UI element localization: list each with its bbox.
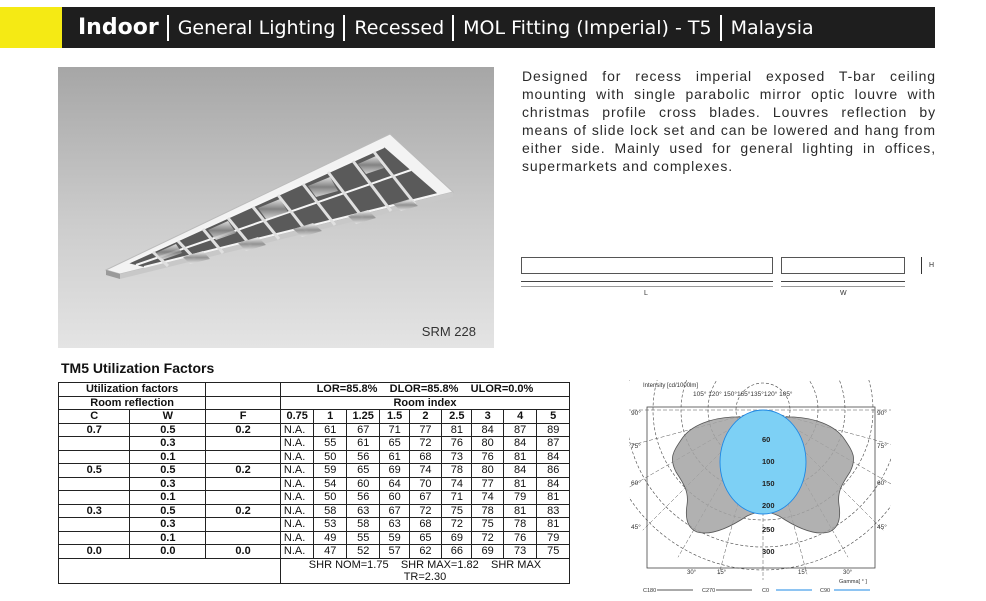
utilization-value-cell: 72 xyxy=(472,531,503,545)
table-row xyxy=(59,491,570,505)
utilization-value-cell: 59 xyxy=(380,531,409,545)
utilization-value-cell: 75 xyxy=(537,545,570,559)
bottom-angle-15-right: 15° xyxy=(798,570,808,576)
room-reflection-label: Room reflection xyxy=(59,396,206,410)
reflection-f-cell xyxy=(206,518,281,532)
util-factors-label: Utilization factors xyxy=(59,383,206,397)
utilization-value-cell: N.A. xyxy=(280,491,314,505)
utilization-value-cell: 58 xyxy=(314,504,346,518)
utilization-value-cell: N.A. xyxy=(280,518,314,532)
utilization-value-cell: 65 xyxy=(346,464,380,478)
reflection-f-cell xyxy=(206,491,281,505)
top-angle-labels: 105° 120° 150°165°135°120° 105° xyxy=(693,391,793,398)
utilization-value-cell: 78 xyxy=(442,464,472,478)
utilization-value-cell: 79 xyxy=(503,491,537,505)
reflection-c-cell: 0.5 xyxy=(59,464,130,478)
reflection-w-cell: 0.5 xyxy=(130,423,206,437)
reflection-w-cell: 0.3 xyxy=(130,477,206,491)
utilization-value-cell: 59 xyxy=(314,464,346,478)
length-label: L xyxy=(644,290,648,297)
reflection-f-cell: 0.0 xyxy=(206,545,281,559)
utilization-value-cell: 68 xyxy=(409,450,441,464)
room-index-header: 3 xyxy=(472,410,503,424)
reflection-c-cell xyxy=(59,518,130,532)
table-row xyxy=(59,450,570,464)
reflection-c-cell xyxy=(59,477,130,491)
utilization-value-cell: 84 xyxy=(537,450,570,464)
utilization-value-cell: N.A. xyxy=(280,450,314,464)
reflection-f-cell xyxy=(206,531,281,545)
utilization-value-cell: 62 xyxy=(409,545,441,559)
width-dimension-line xyxy=(781,281,905,282)
breadcrumb-item-recessed[interactable]: Recessed xyxy=(354,16,445,39)
utilization-value-cell: 69 xyxy=(442,531,472,545)
utilization-value-cell: 81 xyxy=(537,518,570,532)
reflection-f-cell: 0.2 xyxy=(206,423,281,437)
shr-max: SHR MAX xyxy=(491,558,542,571)
ulor: ULOR=0.0% xyxy=(470,383,534,396)
width-dimension-line xyxy=(781,286,905,287)
table-row xyxy=(59,504,570,518)
utilization-value-cell: 55 xyxy=(346,531,380,545)
utilization-value-cell: 57 xyxy=(380,545,409,559)
breadcrumb-item-mol-fitting[interactable]: MOL Fitting (Imperial) - T5 xyxy=(463,16,712,39)
reflection-w-cell: 0.0 xyxy=(130,545,206,559)
reflection-c-cell xyxy=(59,531,130,545)
radial-value-label: 150 xyxy=(762,479,775,488)
table-body xyxy=(59,423,570,558)
reflection-f-cell xyxy=(206,437,281,451)
length-dimension-line xyxy=(521,286,773,287)
utilization-value-cell: 81 xyxy=(503,477,537,491)
reflection-c-cell xyxy=(59,437,130,451)
shr-nom: SHR NOM=1.75 xyxy=(308,558,389,571)
reflection-w-cell: 0.1 xyxy=(130,450,206,464)
table-row xyxy=(59,477,570,491)
right-angle-label: 90° xyxy=(877,410,887,417)
utilization-value-cell: 84 xyxy=(503,464,537,478)
utilization-value-cell: 74 xyxy=(472,491,503,505)
utilization-value-cell: N.A. xyxy=(280,477,314,491)
table-row xyxy=(59,518,570,532)
utilization-value-cell: 76 xyxy=(503,531,537,545)
table-header-row xyxy=(59,396,570,410)
bottom-angle-30-right: 30° xyxy=(843,570,853,576)
utilization-value-cell: 76 xyxy=(472,450,503,464)
utilization-value-cell: 75 xyxy=(442,504,472,518)
utilization-value-cell: 69 xyxy=(472,545,503,559)
polar-intensity-diagram xyxy=(629,380,891,596)
reflection-w-cell: 0.1 xyxy=(130,531,206,545)
table-footer-row xyxy=(59,558,570,583)
luminaire-illustration xyxy=(58,67,494,348)
radial-value-label: 250 xyxy=(762,525,775,534)
reflection-c-cell xyxy=(59,491,130,505)
room-index-header: 0.75 xyxy=(280,410,314,424)
legend-label: C180 xyxy=(643,588,657,594)
bottom-angle-15-left: 15° xyxy=(717,570,727,576)
left-angle-label: 90° xyxy=(631,410,641,417)
reflection-w-cell: 0.5 xyxy=(130,504,206,518)
table-header-row xyxy=(59,383,570,397)
utilization-value-cell: 89 xyxy=(537,423,570,437)
room-index-header: 2.5 xyxy=(442,410,472,424)
utilization-value-cell: 68 xyxy=(409,518,441,532)
bottom-angle-30-left: 30° xyxy=(687,570,697,576)
table-row xyxy=(59,545,570,559)
legend-label: C0 xyxy=(762,588,770,594)
utilization-value-cell: 61 xyxy=(314,423,346,437)
empty-cell xyxy=(206,396,281,410)
room-index-header: 5 xyxy=(537,410,570,424)
width-box xyxy=(781,257,905,274)
left-angle-label: 60° xyxy=(631,480,641,487)
product-description: Designed for recess imperial exposed T-bar ceiling mounting with single parabolic mirror optic louvre with christmas profile cross blades. Louvres reflection by means of slide lock set and can be lowered and hang from either side. Mainly used for general lighting in offices, supermarkets and complexes. xyxy=(522,68,936,174)
breadcrumb-separator xyxy=(167,15,169,41)
utilization-value-cell: 50 xyxy=(314,491,346,505)
shr-max-value: SHR MAX=1.82 xyxy=(400,558,479,571)
breadcrumb-separator xyxy=(720,15,722,41)
table-title: TM5 Utilization Factors xyxy=(61,360,215,376)
utilization-value-cell: 67 xyxy=(409,491,441,505)
radial-value-label: 200 xyxy=(762,501,775,510)
utilization-value-cell: 58 xyxy=(346,518,380,532)
utilization-value-cell: 81 xyxy=(442,423,472,437)
lor: LOR=85.8% xyxy=(316,383,378,396)
radial-value-label: 100 xyxy=(762,457,775,466)
breadcrumb-separator xyxy=(343,15,345,41)
utilization-value-cell: 83 xyxy=(537,504,570,518)
breadcrumb-item-indoor[interactable]: Indoor xyxy=(78,15,159,40)
utilization-value-cell: 84 xyxy=(503,437,537,451)
table-row xyxy=(59,531,570,545)
left-angle-label: 75° xyxy=(631,443,641,450)
room-index-header: 1 xyxy=(314,410,346,424)
shr-values xyxy=(280,558,569,583)
radial-value-label: 300 xyxy=(762,547,775,556)
utilization-value-cell: 81 xyxy=(503,504,537,518)
utilization-value-cell: 78 xyxy=(503,518,537,532)
utilization-value-cell: N.A. xyxy=(280,423,314,437)
right-angle-label: 45° xyxy=(877,524,887,531)
utilization-value-cell: 61 xyxy=(346,437,380,451)
utilization-value-cell: N.A. xyxy=(280,437,314,451)
empty-cell xyxy=(59,558,281,583)
gamma-label: Gamma[ ° ] xyxy=(839,579,867,585)
reflection-f-cell xyxy=(206,450,281,464)
utilization-value-cell: N.A. xyxy=(280,464,314,478)
utilization-value-cell: 64 xyxy=(380,477,409,491)
col-header-w: W xyxy=(130,410,206,424)
utilization-value-cell: 67 xyxy=(346,423,380,437)
length-box xyxy=(521,257,773,274)
utilization-value-cell: 72 xyxy=(409,437,441,451)
breadcrumb-item-general-lighting[interactable]: General Lighting xyxy=(177,16,336,39)
table-header-row xyxy=(59,410,570,424)
utilization-value-cell: N.A. xyxy=(280,504,314,518)
room-index-header: 4 xyxy=(503,410,537,424)
reflection-w-cell: 0.3 xyxy=(130,518,206,532)
height-tick xyxy=(921,257,922,274)
utilization-value-cell: 80 xyxy=(472,437,503,451)
utilization-value-cell: 81 xyxy=(503,450,537,464)
utilization-value-cell: 61 xyxy=(380,450,409,464)
utilization-value-cell: 84 xyxy=(472,423,503,437)
room-index-header: 1.5 xyxy=(380,410,409,424)
utilization-value-cell: 72 xyxy=(442,518,472,532)
left-angle-label: 45° xyxy=(631,524,641,531)
utilization-value-cell: 74 xyxy=(442,477,472,491)
reflection-c-cell: 0.7 xyxy=(59,423,130,437)
length-dimension-line xyxy=(521,281,773,282)
utilization-value-cell: 65 xyxy=(380,437,409,451)
utilization-value-cell: 47 xyxy=(314,545,346,559)
utilization-value-cell: 75 xyxy=(472,518,503,532)
reflection-c-cell: 0.3 xyxy=(59,504,130,518)
utilization-value-cell: 74 xyxy=(409,464,441,478)
breadcrumb-item-malaysia[interactable]: Malaysia xyxy=(730,16,814,39)
utilization-value-cell: 86 xyxy=(537,464,570,478)
utilization-value-cell: N.A. xyxy=(280,545,314,559)
reflection-w-cell: 0.1 xyxy=(130,491,206,505)
utilization-value-cell: 71 xyxy=(442,491,472,505)
utilization-value-cell: 81 xyxy=(537,491,570,505)
reflection-f-cell: 0.2 xyxy=(206,464,281,478)
reflection-f-cell: 0.2 xyxy=(206,504,281,518)
height-label: H xyxy=(929,262,935,269)
utilization-value-cell: 71 xyxy=(380,423,409,437)
utilization-value-cell: 77 xyxy=(472,477,503,491)
utilization-value-cell: 63 xyxy=(380,518,409,532)
utilization-value-cell: 66 xyxy=(442,545,472,559)
utilization-value-cell: 56 xyxy=(346,450,380,464)
reflection-c-cell: 0.0 xyxy=(59,545,130,559)
utilization-value-cell: 56 xyxy=(346,491,380,505)
utilization-value-cell: 65 xyxy=(409,531,441,545)
utilization-value-cell: 49 xyxy=(314,531,346,545)
reflection-w-cell: 0.3 xyxy=(130,437,206,451)
room-index-label: Room index xyxy=(280,396,569,410)
room-index-header: 1.25 xyxy=(346,410,380,424)
utilization-value-cell: 69 xyxy=(380,464,409,478)
utilization-value-cell: 67 xyxy=(380,504,409,518)
utilization-value-cell: 87 xyxy=(537,437,570,451)
col-header-c: C xyxy=(59,410,130,424)
utilization-value-cell: 60 xyxy=(346,477,380,491)
utilization-table xyxy=(58,382,570,584)
table-row xyxy=(59,437,570,451)
reflection-f-cell xyxy=(206,477,281,491)
radial-value-label: 60 xyxy=(762,435,771,444)
breadcrumb xyxy=(62,7,935,48)
utilization-value-cell: 60 xyxy=(380,491,409,505)
utilization-value-cell: 72 xyxy=(409,504,441,518)
breadcrumb-separator xyxy=(452,15,454,41)
reflection-c-cell xyxy=(59,450,130,464)
utilization-value-cell: 78 xyxy=(472,504,503,518)
utilization-value-cell: 55 xyxy=(314,437,346,451)
utilization-value-cell: 54 xyxy=(314,477,346,491)
empty-cell xyxy=(206,383,281,397)
right-angle-label: 60° xyxy=(877,480,887,487)
utilization-value-cell: 76 xyxy=(442,437,472,451)
dlor: DLOR=85.8% xyxy=(389,383,459,396)
table-row xyxy=(59,464,570,478)
width-label: W xyxy=(840,290,847,297)
utilization-value-cell: 77 xyxy=(409,423,441,437)
header-accent xyxy=(0,7,62,48)
polar-svg xyxy=(629,380,891,596)
table-row xyxy=(59,423,570,437)
utilization-value-cell: 87 xyxy=(503,423,537,437)
utilization-value-cell: 70 xyxy=(409,477,441,491)
utilization-value-cell: 84 xyxy=(537,477,570,491)
polar-legend xyxy=(643,588,870,594)
utilization-value-cell: N.A. xyxy=(280,531,314,545)
reflection-w-cell: 0.5 xyxy=(130,464,206,478)
intensity-label: Intensity [cd/1000lm] xyxy=(643,383,699,389)
utilization-value-cell: 79 xyxy=(537,531,570,545)
utilization-value-cell: 80 xyxy=(472,464,503,478)
utilization-value-cell: 73 xyxy=(503,545,537,559)
legend-label: C90 xyxy=(820,588,831,594)
tr-value: TR=2.30 xyxy=(403,570,447,583)
photo-caption: SRM 228 xyxy=(421,324,476,339)
lor-values xyxy=(280,383,569,397)
legend-label: C270 xyxy=(702,588,716,594)
col-header-f: F xyxy=(206,410,281,424)
utilization-value-cell: 53 xyxy=(314,518,346,532)
utilization-value-cell: 73 xyxy=(442,450,472,464)
utilization-value-cell: 50 xyxy=(314,450,346,464)
product-photo xyxy=(58,67,494,348)
utilization-value-cell: 52 xyxy=(346,545,380,559)
utilization-value-cell: 63 xyxy=(346,504,380,518)
right-angle-label: 75° xyxy=(877,443,887,450)
room-index-header: 2 xyxy=(409,410,441,424)
